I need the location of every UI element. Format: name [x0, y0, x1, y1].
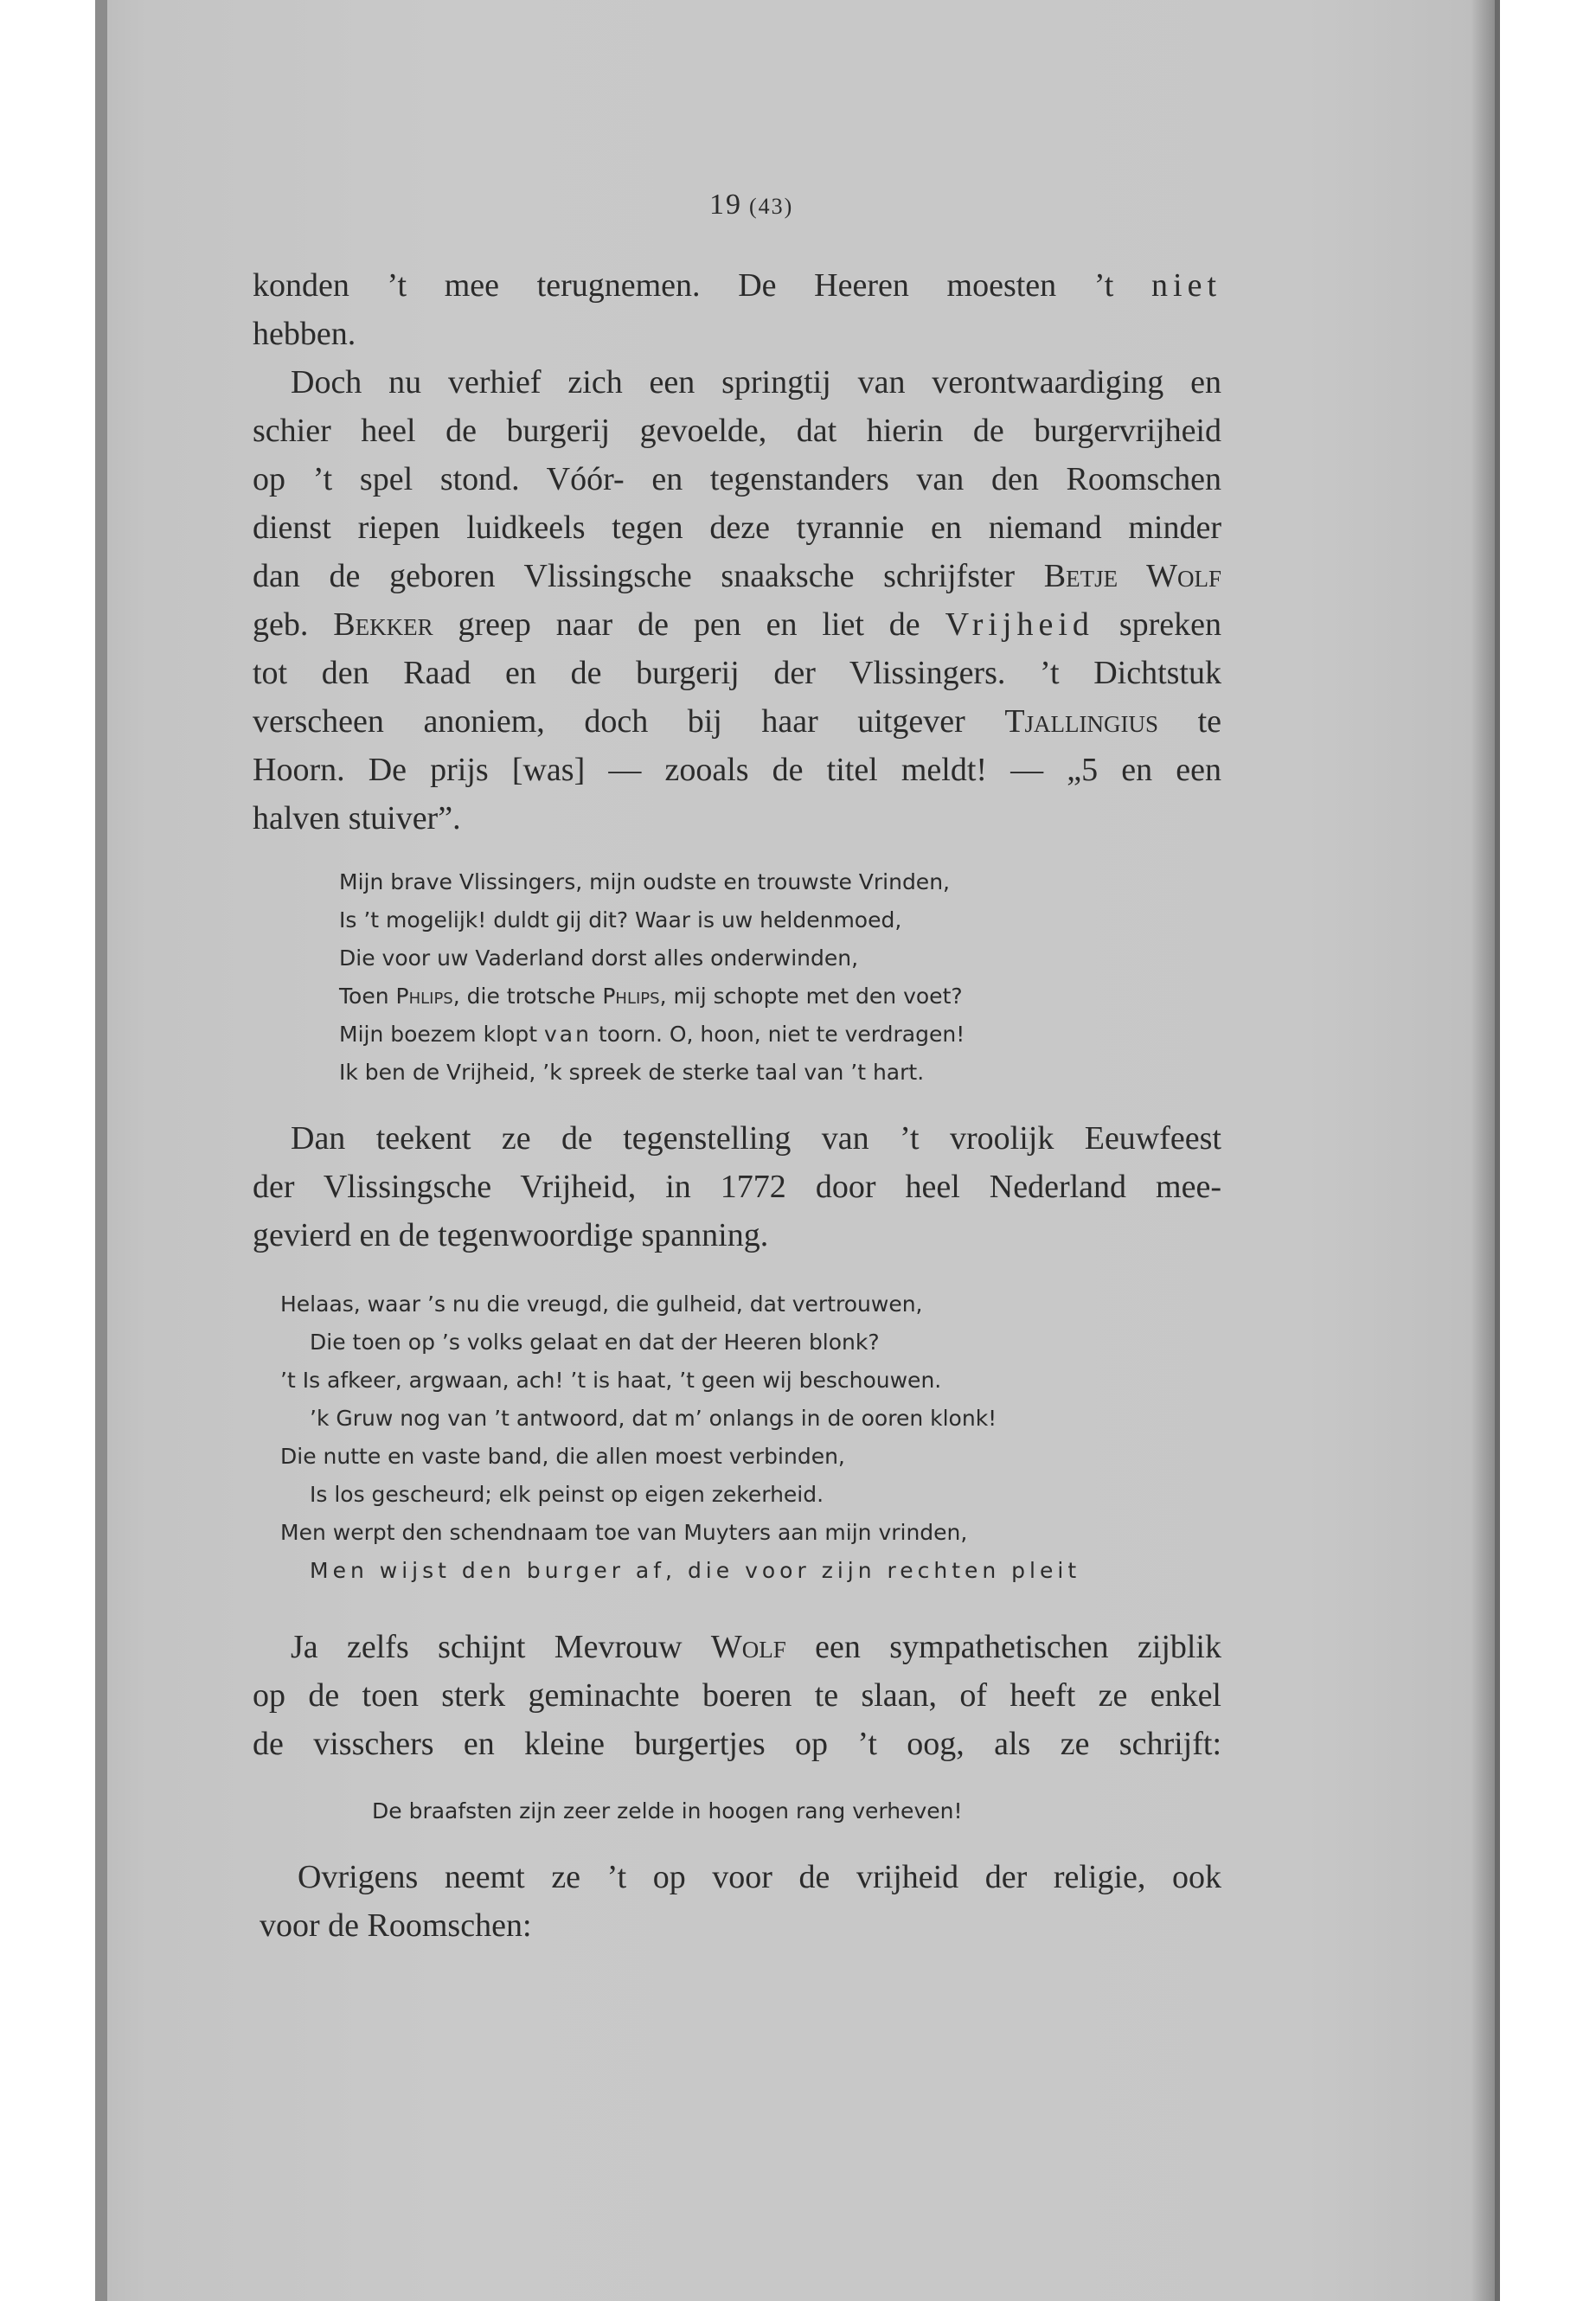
poem-line: Is ’t mogelijk! duldt gij dit? Waar is uw heldenmoed,	[339, 907, 902, 933]
paragraph-line: op ’t spel stond. Vóór- en tegenstanders van den Roomschen	[253, 461, 1221, 497]
text-run: , mij schopte met den voet?	[659, 984, 963, 1009]
text-run: spreken	[1093, 606, 1221, 643]
paragraph-line	[253, 697, 1221, 746]
paragraph-line	[253, 261, 1221, 310]
poem-line: Die toen op ’s volks gelaat en dat der Heeren blonk?	[310, 1330, 880, 1355]
poem-line	[339, 1016, 965, 1054]
text-run: geb.	[253, 606, 334, 643]
text-run: Toen	[339, 984, 396, 1009]
paragraph-line: de visschers en kleine burgertjes op ’t oog, als ze schrijft:	[253, 1726, 1221, 1762]
paragraph-5	[260, 1853, 1221, 1950]
poem-1	[339, 863, 965, 1092]
small-caps-name: Betje Wolf	[1043, 558, 1221, 594]
spaced-text-run: Vrijheid	[945, 606, 1094, 643]
small-caps-name: Phlips	[395, 984, 453, 1009]
paragraph-4	[253, 1623, 1221, 1768]
paragraph-line	[253, 1623, 1221, 1671]
poem-3	[372, 1792, 962, 1830]
poem-line: Is los gescheurd; elk peinst op eigen zekerheid.	[310, 1482, 824, 1507]
small-caps-name: Tjallingius	[1004, 703, 1159, 740]
poem-line: Ik ben de Vrijheid, ’k spreek de sterke taal van ’t hart.	[339, 1060, 925, 1085]
poem-line: Helaas, waar ’s nu die vreugd, die gulheid, dat vertrouwen,	[280, 1292, 923, 1317]
paragraph-line: voor de Roomschen:	[260, 1907, 532, 1944]
paragraph-line: gevierd en de tegenwoordige spanning.	[253, 1217, 769, 1253]
paragraph-line: Dan teekent ze de tegenstelling van ’t vroolijk Eeuwfeest	[291, 1120, 1221, 1157]
text-run: verscheen anoniem, doch bij haar uitgever	[253, 703, 1005, 740]
spaced-text-run: niet	[1151, 267, 1221, 304]
paragraph-line: Hoorn. De prijs [was] — zooals de titel meldt! — „5 en een	[253, 752, 1221, 788]
paragraph-line: op de toen sterk geminachte boeren te slaan, of heeft ze enkel	[253, 1677, 1221, 1714]
poem-line	[339, 977, 965, 1016]
text-run: te	[1158, 703, 1221, 740]
text-run: Mijn boezem klopt	[339, 1022, 544, 1047]
small-caps-name: Phlips	[602, 984, 660, 1009]
text-run: toorn. O, hoon, niet te verdragen!	[591, 1022, 965, 1047]
text-run: greep naar de pen en liet de	[433, 606, 945, 643]
poem-line: Die nutte en vaste band, die allen moest verbinden,	[280, 1444, 845, 1469]
page-number-secondary: (43)	[749, 194, 794, 219]
paragraph-3	[253, 1114, 1221, 1259]
poem-2	[280, 1285, 1080, 1590]
paragraph-line: hebben.	[253, 316, 356, 352]
paragraph-line: halven stuiver”.	[253, 800, 461, 836]
poem-line: Die voor uw Vaderland dorst alles onderwinden,	[339, 945, 859, 971]
paragraph-line: tot den Raad en de burgerij der Vlissingers. ’t Dichtstuk	[253, 655, 1221, 691]
poem-line: ’t Is afkeer, argwaan, ach! ’t is haat, ’t geen wij beschouwen.	[280, 1368, 942, 1393]
small-caps-name: Wolf	[710, 1629, 786, 1665]
text-run: Ja zelfs schijnt Mevrouw	[291, 1629, 711, 1665]
page-number-main: 19	[709, 189, 742, 221]
text-run: konden ’t mee terugnemen. De Heeren moesten ’t	[253, 267, 1152, 304]
paragraph-2	[253, 358, 1221, 843]
poem-line: ’k Gruw nog van ’t antwoord, dat m’ onlangs in de ooren klonk!	[310, 1406, 997, 1431]
poem-line: Mijn brave Vlissingers, mijn oudste en trouwste Vrinden,	[339, 869, 950, 894]
poem-line: Men wijst den burger af, die voor zijn rechten pleit	[310, 1558, 1081, 1583]
paragraph-line: dienst riepen luidkeels tegen deze tyrannie en niemand minder	[253, 510, 1221, 546]
paragraph-1	[253, 261, 1221, 358]
paragraph-line	[253, 552, 1221, 600]
paragraph-line: der Vlissingsche Vrijheid, in 1772 door heel Nederland mee-	[253, 1169, 1221, 1205]
poem-line: De braafsten zijn zeer zelde in hoogen rang verheven!	[372, 1798, 963, 1823]
text-run: dan de geboren Vlissingsche snaaksche schrijfster	[253, 558, 1044, 594]
small-caps-name: Bekker	[333, 606, 433, 643]
paragraph-line: Ovrigens neemt ze ’t op voor de vrijheid der religie, ook	[298, 1859, 1221, 1895]
poem-line: Men werpt den schendnaam toe van Muyters aan mijn vrinden,	[280, 1520, 968, 1545]
text-run: een sympathetischen zijblik	[785, 1629, 1221, 1665]
paragraph-line	[253, 600, 1221, 649]
paragraph-line: Doch nu verhief zich een springtij van verontwaardiging en	[291, 364, 1221, 401]
spaced-text-run: van	[543, 1022, 592, 1047]
page-number	[709, 189, 793, 221]
paragraph-line: schier heel de burgerij gevoelde, dat hierin de burgervrijheid	[253, 413, 1221, 449]
text-run: , die trotsche	[452, 984, 603, 1009]
